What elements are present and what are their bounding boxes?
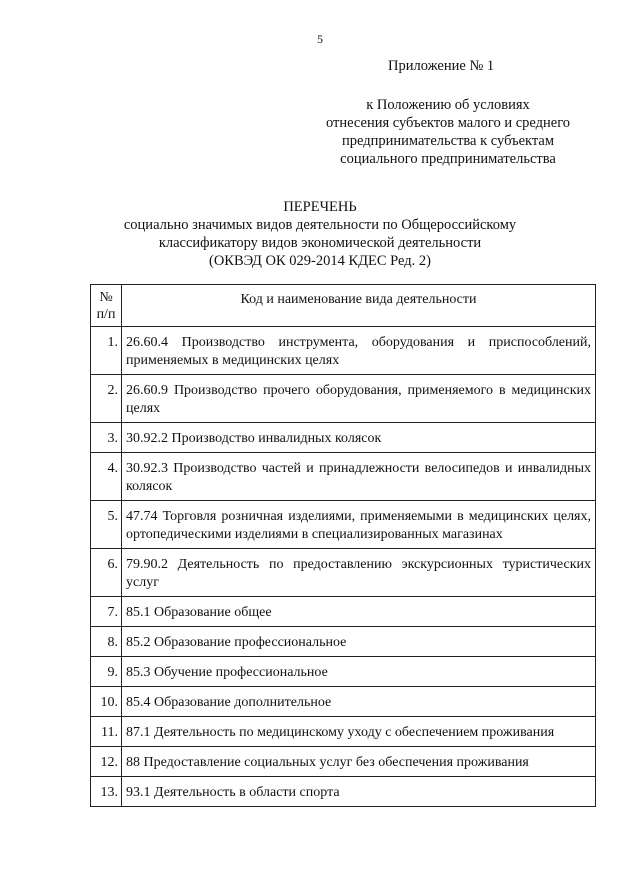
list-subtitle-line: (ОКВЭД ОК 029-2014 КДЕС Ред. 2): [208, 253, 432, 269]
activities-table: [90, 284, 596, 807]
row-number: 9.: [91, 657, 122, 687]
regulation-reference: [298, 96, 598, 168]
appendix-title: Приложение № 1: [388, 58, 495, 74]
list-subtitle-line: классификатору видов экономической деятельности: [158, 235, 482, 251]
table-row: [91, 423, 596, 453]
row-activity: 30.92.3 Производство частей и принадлежности велосипедов и инвалидных колясок: [122, 453, 596, 501]
row-number: 5.: [91, 501, 122, 549]
row-number: 12.: [91, 747, 122, 777]
regulation-line: отнесения субъектов малого и среднего: [325, 115, 571, 131]
table-row: [91, 453, 596, 501]
table-row: [91, 777, 596, 807]
row-number: 7.: [91, 597, 122, 627]
row-number: 8.: [91, 627, 122, 657]
regulation-line: предпринимательства к субъектам: [341, 133, 555, 149]
row-number: 11.: [91, 717, 122, 747]
table-row: [91, 597, 596, 627]
table-row: [91, 687, 596, 717]
table-row: [91, 549, 596, 597]
row-number: 4.: [91, 453, 122, 501]
row-activity: 79.90.2 Деятельность по предоставлению экскурсионных туристических услуг: [122, 549, 596, 597]
table-row: [91, 501, 596, 549]
row-activity: 85.1 Образование общее: [122, 597, 596, 627]
row-activity: 85.2 Образование профессиональное: [122, 627, 596, 657]
table-row: [91, 657, 596, 687]
table-header-row: [91, 285, 596, 327]
table-row: [91, 747, 596, 777]
header-number-line: п/п: [96, 307, 116, 322]
header-number: [91, 285, 122, 327]
header-number-line: №: [99, 290, 113, 305]
row-activity: 47.74 Торговля розничная изделиями, применяемыми в медицинских целях, ортопедическими изделиями в специализированных магазинах: [122, 501, 596, 549]
regulation-line: социального предпринимательства: [340, 151, 556, 167]
row-number: 3.: [91, 423, 122, 453]
regulation-line: к Положению об условиях: [366, 97, 530, 113]
row-number: 6.: [91, 549, 122, 597]
header-activity-name: Код и наименование вида деятельности: [122, 285, 596, 327]
list-subtitle-line: социально значимых видов деятельности по Общероссийскому: [123, 217, 517, 233]
row-number: 2.: [91, 375, 122, 423]
row-activity: 26.60.9 Производство прочего оборудования, применяемого в медицинских целях: [122, 375, 596, 423]
table-row: [91, 375, 596, 423]
row-activity: 88 Предоставление социальных услуг без обеспечения проживания: [122, 747, 596, 777]
row-activity: 85.3 Обучение профессиональное: [122, 657, 596, 687]
row-activity: 87.1 Деятельность по медицинскому уходу с обеспечением проживания: [122, 717, 596, 747]
row-number: 10.: [91, 687, 122, 717]
list-title: ПЕРЕЧЕНЬ: [283, 199, 357, 215]
table-row: [91, 627, 596, 657]
row-activity: 93.1 Деятельность в области спорта: [122, 777, 596, 807]
row-activity: 26.60.4 Производство инструмента, оборудования и приспособлений, применяемых в медицинских целях: [122, 327, 596, 375]
row-number: 13.: [91, 777, 122, 807]
table-row: [91, 327, 596, 375]
list-heading: [0, 198, 640, 270]
row-activity: 85.4 Образование дополнительное: [122, 687, 596, 717]
page-number: 5: [317, 32, 323, 46]
table-row: [91, 717, 596, 747]
row-number: 1.: [91, 327, 122, 375]
row-activity: 30.92.2 Производство инвалидных колясок: [122, 423, 596, 453]
